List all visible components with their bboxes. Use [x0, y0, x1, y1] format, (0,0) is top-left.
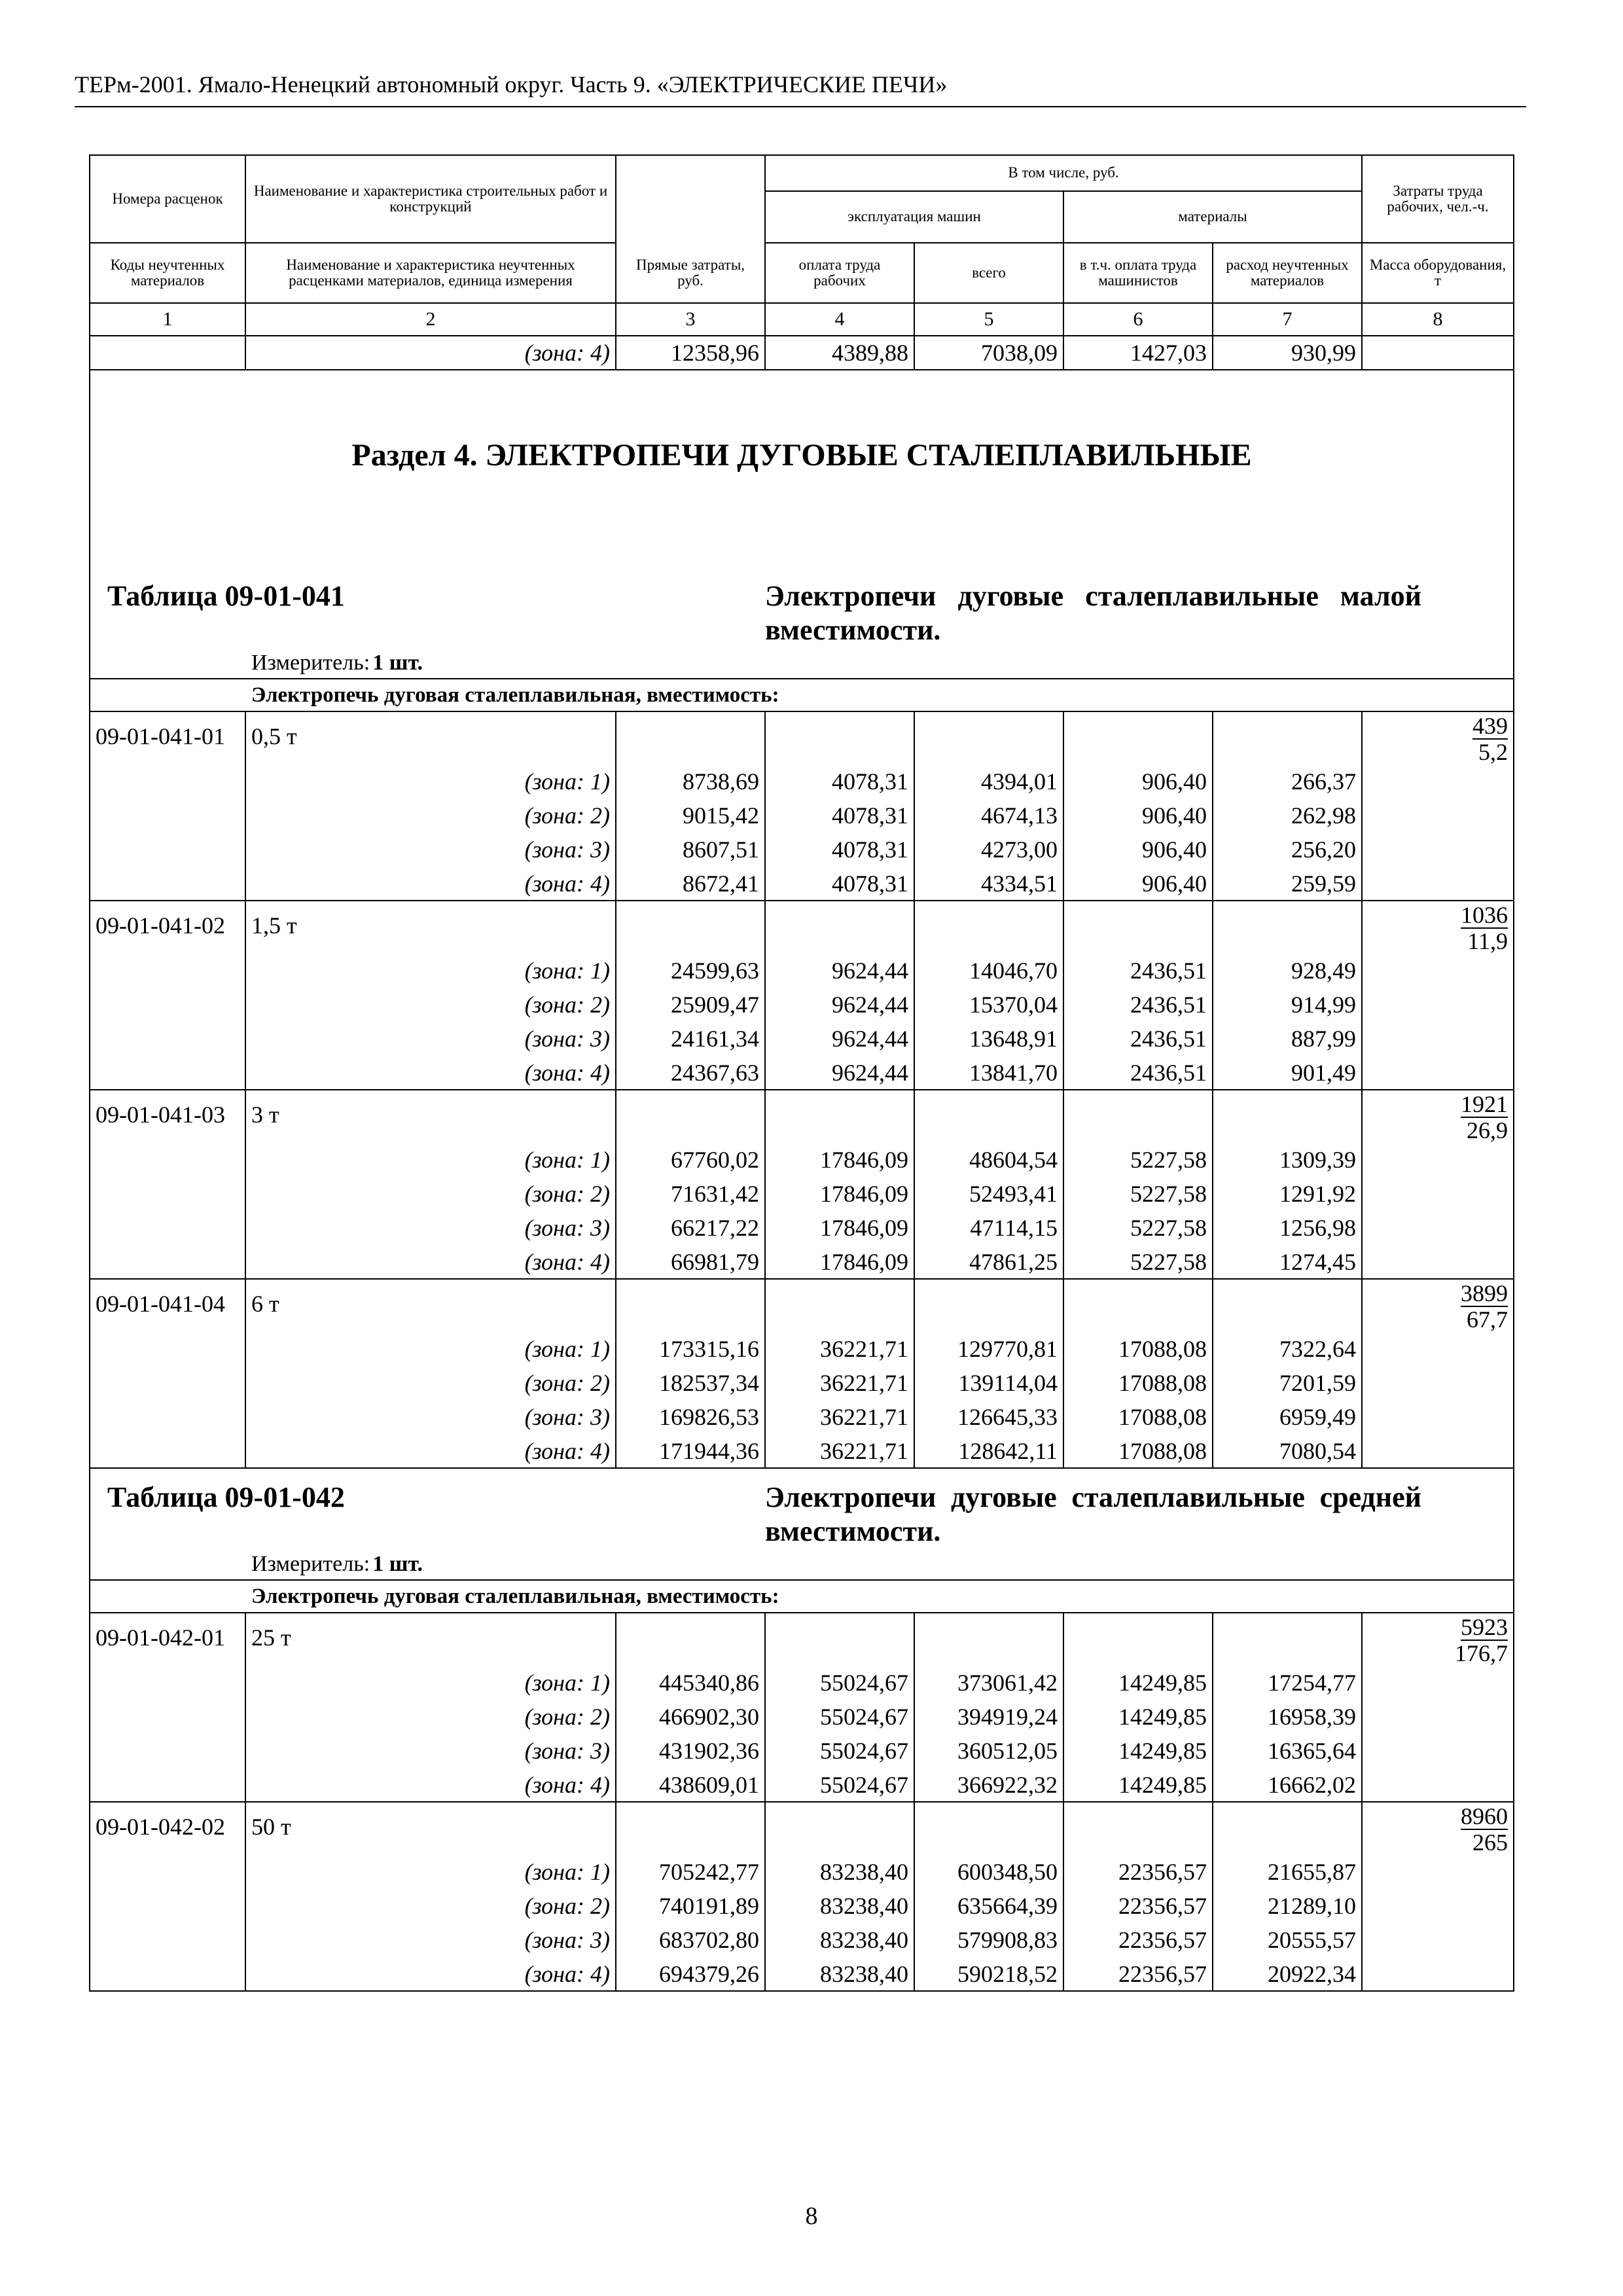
- zone-row: [90, 988, 1514, 1022]
- rate-row: [90, 901, 1514, 954]
- value-cell: 14249,85: [1063, 1700, 1213, 1734]
- value-cell: 83238,40: [765, 1889, 914, 1923]
- value-cell: 2436,51: [1063, 954, 1213, 988]
- value-cell: 16662,02: [1213, 1768, 1362, 1802]
- value-cell: 182537,34: [616, 1366, 765, 1400]
- col-number: 2: [245, 303, 616, 336]
- equipment-mass: 5,2: [1478, 739, 1508, 765]
- value-cell: 2436,51: [1063, 988, 1213, 1022]
- value-cell: 5227,58: [1063, 1245, 1213, 1279]
- value-cell: 67760,02: [616, 1143, 765, 1177]
- col-number: 3: [616, 303, 765, 336]
- value-cell: 930,99: [1213, 336, 1362, 370]
- value-cell: 83238,40: [765, 1957, 914, 1991]
- value-cell: 256,20: [1213, 833, 1362, 867]
- capacity: 1,5 т: [245, 901, 616, 954]
- value-cell: 4674,13: [914, 798, 1063, 833]
- zone-label: (зона: 4): [245, 336, 616, 370]
- capacity: 25 т: [245, 1613, 616, 1666]
- labor-mass-cell: [1362, 1279, 1514, 1332]
- value-cell: 24599,63: [616, 954, 765, 988]
- value-cell: 13648,91: [914, 1022, 1063, 1056]
- value-cell: 20922,34: [1213, 1957, 1362, 1991]
- value-cell: 16365,64: [1213, 1734, 1362, 1768]
- value-cell: 4078,31: [765, 764, 914, 798]
- value-cell: 16958,39: [1213, 1700, 1362, 1734]
- table-title-row: [90, 540, 1514, 647]
- zone-label: (зона: 3): [245, 1400, 616, 1434]
- col-head-naim: Наименование и характеристика строительных работ и конструкций: [245, 155, 616, 243]
- value-cell: 55024,67: [765, 1666, 914, 1700]
- value-cell: 12358,96: [616, 336, 765, 370]
- page-header: ТЕРм-2001. Ямало-Ненецкий автономный округ. Часть 9. «ЭЛЕКТРИЧЕСКИЕ ПЕЧИ»: [75, 71, 948, 98]
- equipment-mass: 11,9: [1467, 928, 1508, 954]
- zone-label: (зона: 1): [245, 764, 616, 798]
- section-title-row: [90, 370, 1514, 540]
- value-cell: 1291,92: [1213, 1177, 1362, 1211]
- rate-code: 09-01-041-04: [90, 1279, 245, 1332]
- rate-row: [90, 1613, 1514, 1666]
- col-head-v-tom-chisle: В том числе, руб.: [765, 155, 1362, 191]
- value-cell: 71631,42: [616, 1177, 765, 1211]
- value-cell: 2436,51: [1063, 1056, 1213, 1090]
- value-cell: 17088,08: [1063, 1400, 1213, 1434]
- value-cell: 906,40: [1063, 798, 1213, 833]
- value-cell: 740191,89: [616, 1889, 765, 1923]
- table-label: Таблица 09-01-041: [107, 580, 345, 612]
- value-cell: 17088,08: [1063, 1332, 1213, 1366]
- value-cell: 13841,70: [914, 1056, 1063, 1090]
- rate-code: 09-01-041-01: [90, 711, 245, 764]
- table-label: Таблица 09-01-042: [107, 1481, 345, 1513]
- measure-row: [90, 1549, 1514, 1580]
- value-cell: 128642,11: [914, 1434, 1063, 1468]
- value-cell: 36221,71: [765, 1332, 914, 1366]
- zone-row: [90, 1666, 1514, 1700]
- zone-row: [90, 1734, 1514, 1768]
- labor-cost: 5923: [1461, 1614, 1508, 1640]
- value-cell: 139114,04: [914, 1366, 1063, 1400]
- rate-row: [90, 1802, 1514, 1855]
- header-rule: [75, 106, 1526, 107]
- labor-cost: 8960: [1461, 1803, 1508, 1829]
- value-cell: 17846,09: [765, 1177, 914, 1211]
- equipment-mass: 67,7: [1467, 1306, 1508, 1333]
- col-head-pryamye-top: [616, 155, 765, 243]
- value-cell: 7038,09: [914, 336, 1063, 370]
- value-cell: 14249,85: [1063, 1666, 1213, 1700]
- labor-cost: 439: [1472, 713, 1508, 739]
- value-cell: 9624,44: [765, 1022, 914, 1056]
- col-number: 6: [1063, 303, 1213, 336]
- zone-row: [90, 1143, 1514, 1177]
- table-name: Электропечи дуговые сталеплавильные малой вместимости.: [765, 580, 1422, 646]
- zone-label: (зона: 2): [245, 1366, 616, 1400]
- capacity: 50 т: [245, 1802, 616, 1855]
- value-cell: 262,98: [1213, 798, 1362, 833]
- value-cell: 906,40: [1063, 764, 1213, 798]
- measure-prefix: Измеритель:: [251, 1551, 370, 1576]
- value-cell: 4273,00: [914, 833, 1063, 867]
- zone-row: [90, 1434, 1514, 1468]
- value-cell: 8738,69: [616, 764, 765, 798]
- value-cell: 266,37: [1213, 764, 1362, 798]
- value-cell: 20555,57: [1213, 1923, 1362, 1957]
- zone-label: (зона: 4): [245, 1957, 616, 1991]
- col-head-materialy: материалы: [1063, 191, 1362, 243]
- value-cell: 17088,08: [1063, 1366, 1213, 1400]
- value-cell: 683702,80: [616, 1923, 765, 1957]
- value-cell: 9015,42: [616, 798, 765, 833]
- capacity: 6 т: [245, 1279, 616, 1332]
- value-cell: 9624,44: [765, 1056, 914, 1090]
- value-cell: 5227,58: [1063, 1143, 1213, 1177]
- value-cell: 5227,58: [1063, 1177, 1213, 1211]
- subheading: Электропечь дуговая сталеплавильная, вместимость:: [251, 683, 779, 707]
- section-title: Раздел 4. ЭЛЕКТРОПЕЧИ ДУГОВЫЕ СТАЛЕПЛАВИЛЬНЫЕ: [90, 370, 1514, 540]
- rate-row: [90, 1279, 1514, 1332]
- value-cell: 14249,85: [1063, 1734, 1213, 1768]
- labor-cost: 3899: [1461, 1280, 1508, 1306]
- subheading-row: [90, 679, 1514, 711]
- labor-cost: 1036: [1461, 902, 1508, 928]
- zone-label: (зона: 1): [245, 1855, 616, 1889]
- rate-code: 09-01-041-02: [90, 901, 245, 954]
- col-head-oplata: оплата труда рабочих: [765, 243, 914, 303]
- rate-code: 09-01-041-03: [90, 1090, 245, 1143]
- col-number: 4: [765, 303, 914, 336]
- value-cell: 705242,77: [616, 1855, 765, 1889]
- carry-row: [90, 336, 1514, 370]
- labor-mass-cell: [1362, 1090, 1514, 1143]
- col-number: 8: [1362, 303, 1514, 336]
- zone-label: (зона: 4): [245, 1056, 616, 1090]
- col-head-vsego: всего: [914, 243, 1063, 303]
- value-cell: 7080,54: [1213, 1434, 1362, 1468]
- labor-mass-cell: [1362, 1613, 1514, 1666]
- measure-value: 1 шт.: [372, 1551, 423, 1576]
- rates-table: [89, 154, 1514, 1992]
- value-cell: 7201,59: [1213, 1366, 1362, 1400]
- table-label-cell: [90, 540, 765, 647]
- zone-row: [90, 954, 1514, 988]
- value-cell: 887,99: [1213, 1022, 1362, 1056]
- zone-label: (зона: 3): [245, 1734, 616, 1768]
- value-cell: 55024,67: [765, 1734, 914, 1768]
- zone-row: [90, 1855, 1514, 1889]
- value-cell: 66217,22: [616, 1211, 765, 1245]
- zone-row: [90, 1957, 1514, 1991]
- col-head-massa: Масса оборудования, т: [1362, 243, 1514, 303]
- value-cell: 17088,08: [1063, 1434, 1213, 1468]
- col-head-ekspl: эксплуатация машин: [765, 191, 1063, 243]
- zone-label: (зона: 3): [245, 1923, 616, 1957]
- equipment-mass: 26,9: [1467, 1117, 1508, 1143]
- value-cell: 24161,34: [616, 1022, 765, 1056]
- zone-label: (зона: 1): [245, 1332, 616, 1366]
- zone-label: (зона: 2): [245, 1889, 616, 1923]
- col-head-naim2: Наименование и характеристика неучтенных расценками материалов, единица измерения: [245, 243, 616, 303]
- value-cell: 22356,57: [1063, 1889, 1213, 1923]
- column-number-row: [90, 303, 1514, 336]
- table-name-cell: [765, 1468, 1514, 1549]
- value-cell: 21655,87: [1213, 1855, 1362, 1889]
- value-cell: 15370,04: [914, 988, 1063, 1022]
- value-cell: 4078,31: [765, 798, 914, 833]
- zone-row: [90, 798, 1514, 833]
- value-cell: 47861,25: [914, 1245, 1063, 1279]
- value-cell: 1309,39: [1213, 1143, 1362, 1177]
- capacity: 0,5 т: [245, 711, 616, 764]
- value-cell: 394919,24: [914, 1700, 1063, 1734]
- value-cell: 55024,67: [765, 1768, 914, 1802]
- value-cell: 25909,47: [616, 988, 765, 1022]
- zone-row: [90, 867, 1514, 901]
- zone-label: (зона: 4): [245, 1245, 616, 1279]
- value-cell: 6959,49: [1213, 1400, 1362, 1434]
- value-cell: 1427,03: [1063, 336, 1213, 370]
- col-head-nomera: Номера расценок: [90, 155, 245, 243]
- value-cell: 36221,71: [765, 1400, 914, 1434]
- value-cell: 1256,98: [1213, 1211, 1362, 1245]
- value-cell: 579908,83: [914, 1923, 1063, 1957]
- col-head-kody: Коды неучтенных материалов: [90, 243, 245, 303]
- value-cell: 21289,10: [1213, 1889, 1362, 1923]
- zone-row: [90, 764, 1514, 798]
- value-cell: 55024,67: [765, 1700, 914, 1734]
- measure-prefix: Измеритель:: [251, 650, 370, 675]
- value-cell: 5227,58: [1063, 1211, 1213, 1245]
- zone-row: [90, 1889, 1514, 1923]
- zone-row: [90, 1056, 1514, 1090]
- value-cell: 906,40: [1063, 867, 1213, 901]
- value-cell: 694379,26: [616, 1957, 765, 1991]
- zone-row: [90, 1177, 1514, 1211]
- rate-code: 09-01-042-02: [90, 1802, 245, 1855]
- measure-row: [90, 647, 1514, 679]
- col-number: 1: [90, 303, 245, 336]
- zone-label: (зона: 3): [245, 1211, 616, 1245]
- value-cell: 83238,40: [765, 1923, 914, 1957]
- value-cell: 4394,01: [914, 764, 1063, 798]
- zone-label: (зона: 1): [245, 1666, 616, 1700]
- zone-label: (зона: 2): [245, 798, 616, 833]
- value-cell: 171944,36: [616, 1434, 765, 1468]
- value-cell: 17846,09: [765, 1143, 914, 1177]
- value-cell: 169826,53: [616, 1400, 765, 1434]
- value-cell: 173315,16: [616, 1332, 765, 1366]
- zone-row: [90, 1700, 1514, 1734]
- value-cell: 52493,41: [914, 1177, 1063, 1211]
- value-cell: 24367,63: [616, 1056, 765, 1090]
- value-cell: 906,40: [1063, 833, 1213, 867]
- value-cell: 17846,09: [765, 1211, 914, 1245]
- col-head-zatraty: Затраты труда рабочих, чел.-ч.: [1362, 155, 1514, 243]
- value-cell: 2436,51: [1063, 1022, 1213, 1056]
- value-cell: 47114,15: [914, 1211, 1063, 1245]
- table-label-cell: [90, 1468, 765, 1549]
- col-head-pryamye: Прямые затраты, руб.: [616, 243, 765, 303]
- col-number: 7: [1213, 303, 1362, 336]
- value-cell: 83238,40: [765, 1855, 914, 1889]
- subheading-row: [90, 1580, 1514, 1613]
- zone-label: (зона: 2): [245, 1177, 616, 1211]
- page-number: 8: [805, 2202, 818, 2230]
- zone-label: (зона: 3): [245, 1022, 616, 1056]
- zone-label: (зона: 2): [245, 988, 616, 1022]
- zone-label: (зона: 4): [245, 1768, 616, 1802]
- subheading: Электропечь дуговая сталеплавильная, вместимость:: [251, 1584, 779, 1608]
- table-title-row: [90, 1468, 1514, 1549]
- value-cell: 635664,39: [914, 1889, 1063, 1923]
- col-head-raskhod: расход неучтенных материалов: [1213, 243, 1362, 303]
- value-cell: 14046,70: [914, 954, 1063, 988]
- value-cell: 126645,33: [914, 1400, 1063, 1434]
- zone-row: [90, 1245, 1514, 1279]
- equipment-mass: 176,7: [1455, 1640, 1508, 1666]
- labor-mass-cell: [1362, 711, 1514, 764]
- value-cell: 9624,44: [765, 954, 914, 988]
- value-cell: 66981,79: [616, 1245, 765, 1279]
- rate-code: 09-01-042-01: [90, 1613, 245, 1666]
- value-cell: 36221,71: [765, 1434, 914, 1468]
- value-cell: 360512,05: [914, 1734, 1063, 1768]
- table-name-cell: [765, 540, 1514, 647]
- value-cell: 373061,42: [914, 1666, 1063, 1700]
- zone-row: [90, 1366, 1514, 1400]
- value-cell: 48604,54: [914, 1143, 1063, 1177]
- value-cell: 445340,86: [616, 1666, 765, 1700]
- value-cell: 14249,85: [1063, 1768, 1213, 1802]
- value-cell: 17254,77: [1213, 1666, 1362, 1700]
- zone-row: [90, 1768, 1514, 1802]
- value-cell: 36221,71: [765, 1366, 914, 1400]
- labor-mass-cell: [1362, 901, 1514, 954]
- value-cell: 17846,09: [765, 1245, 914, 1279]
- zone-label: (зона: 4): [245, 867, 616, 901]
- value-cell: 600348,50: [914, 1855, 1063, 1889]
- value-cell: 366922,32: [914, 1768, 1063, 1802]
- value-cell: 22356,57: [1063, 1957, 1213, 1991]
- value-cell: 4334,51: [914, 867, 1063, 901]
- zone-row: [90, 1332, 1514, 1366]
- value-cell: 901,49: [1213, 1056, 1362, 1090]
- rate-row: [90, 1090, 1514, 1143]
- measure-value: 1 шт.: [372, 650, 423, 675]
- labor-cost: 1921: [1461, 1091, 1508, 1117]
- value-cell: 431902,36: [616, 1734, 765, 1768]
- zone-row: [90, 1211, 1514, 1245]
- value-cell: 259,59: [1213, 867, 1362, 901]
- zone-label: (зона: 3): [245, 833, 616, 867]
- zone-label: (зона: 2): [245, 1700, 616, 1734]
- value-cell: 4389,88: [765, 336, 914, 370]
- value-cell: 8607,51: [616, 833, 765, 867]
- value-cell: 914,99: [1213, 988, 1362, 1022]
- zone-row: [90, 833, 1514, 867]
- rate-row: [90, 711, 1514, 764]
- table-name: Электропечи дуговые сталеплавильные средней вместимости.: [765, 1481, 1422, 1547]
- value-cell: 129770,81: [914, 1332, 1063, 1366]
- col-number: 5: [914, 303, 1063, 336]
- value-cell: 438609,01: [616, 1768, 765, 1802]
- zone-label: (зона: 1): [245, 1143, 616, 1177]
- col-head-vtch: в т.ч. оплата труда машинистов: [1063, 243, 1213, 303]
- value-cell: 4078,31: [765, 833, 914, 867]
- labor-mass-cell: [1362, 1802, 1514, 1855]
- equipment-mass: 265: [1472, 1829, 1508, 1856]
- zone-label: (зона: 1): [245, 954, 616, 988]
- value-cell: 590218,52: [914, 1957, 1063, 1991]
- value-cell: 8672,41: [616, 867, 765, 901]
- zone-row: [90, 1923, 1514, 1957]
- zone-row: [90, 1022, 1514, 1056]
- value-cell: 466902,30: [616, 1700, 765, 1734]
- value-cell: 1274,45: [1213, 1245, 1362, 1279]
- value-cell: 7322,64: [1213, 1332, 1362, 1366]
- value-cell: 22356,57: [1063, 1855, 1213, 1889]
- zone-row: [90, 1400, 1514, 1434]
- value-cell: 9624,44: [765, 988, 914, 1022]
- value-cell: 928,49: [1213, 954, 1362, 988]
- value-cell: 4078,31: [765, 867, 914, 901]
- value-cell: 22356,57: [1063, 1923, 1213, 1957]
- zone-label: (зона: 4): [245, 1434, 616, 1468]
- capacity: 3 т: [245, 1090, 616, 1143]
